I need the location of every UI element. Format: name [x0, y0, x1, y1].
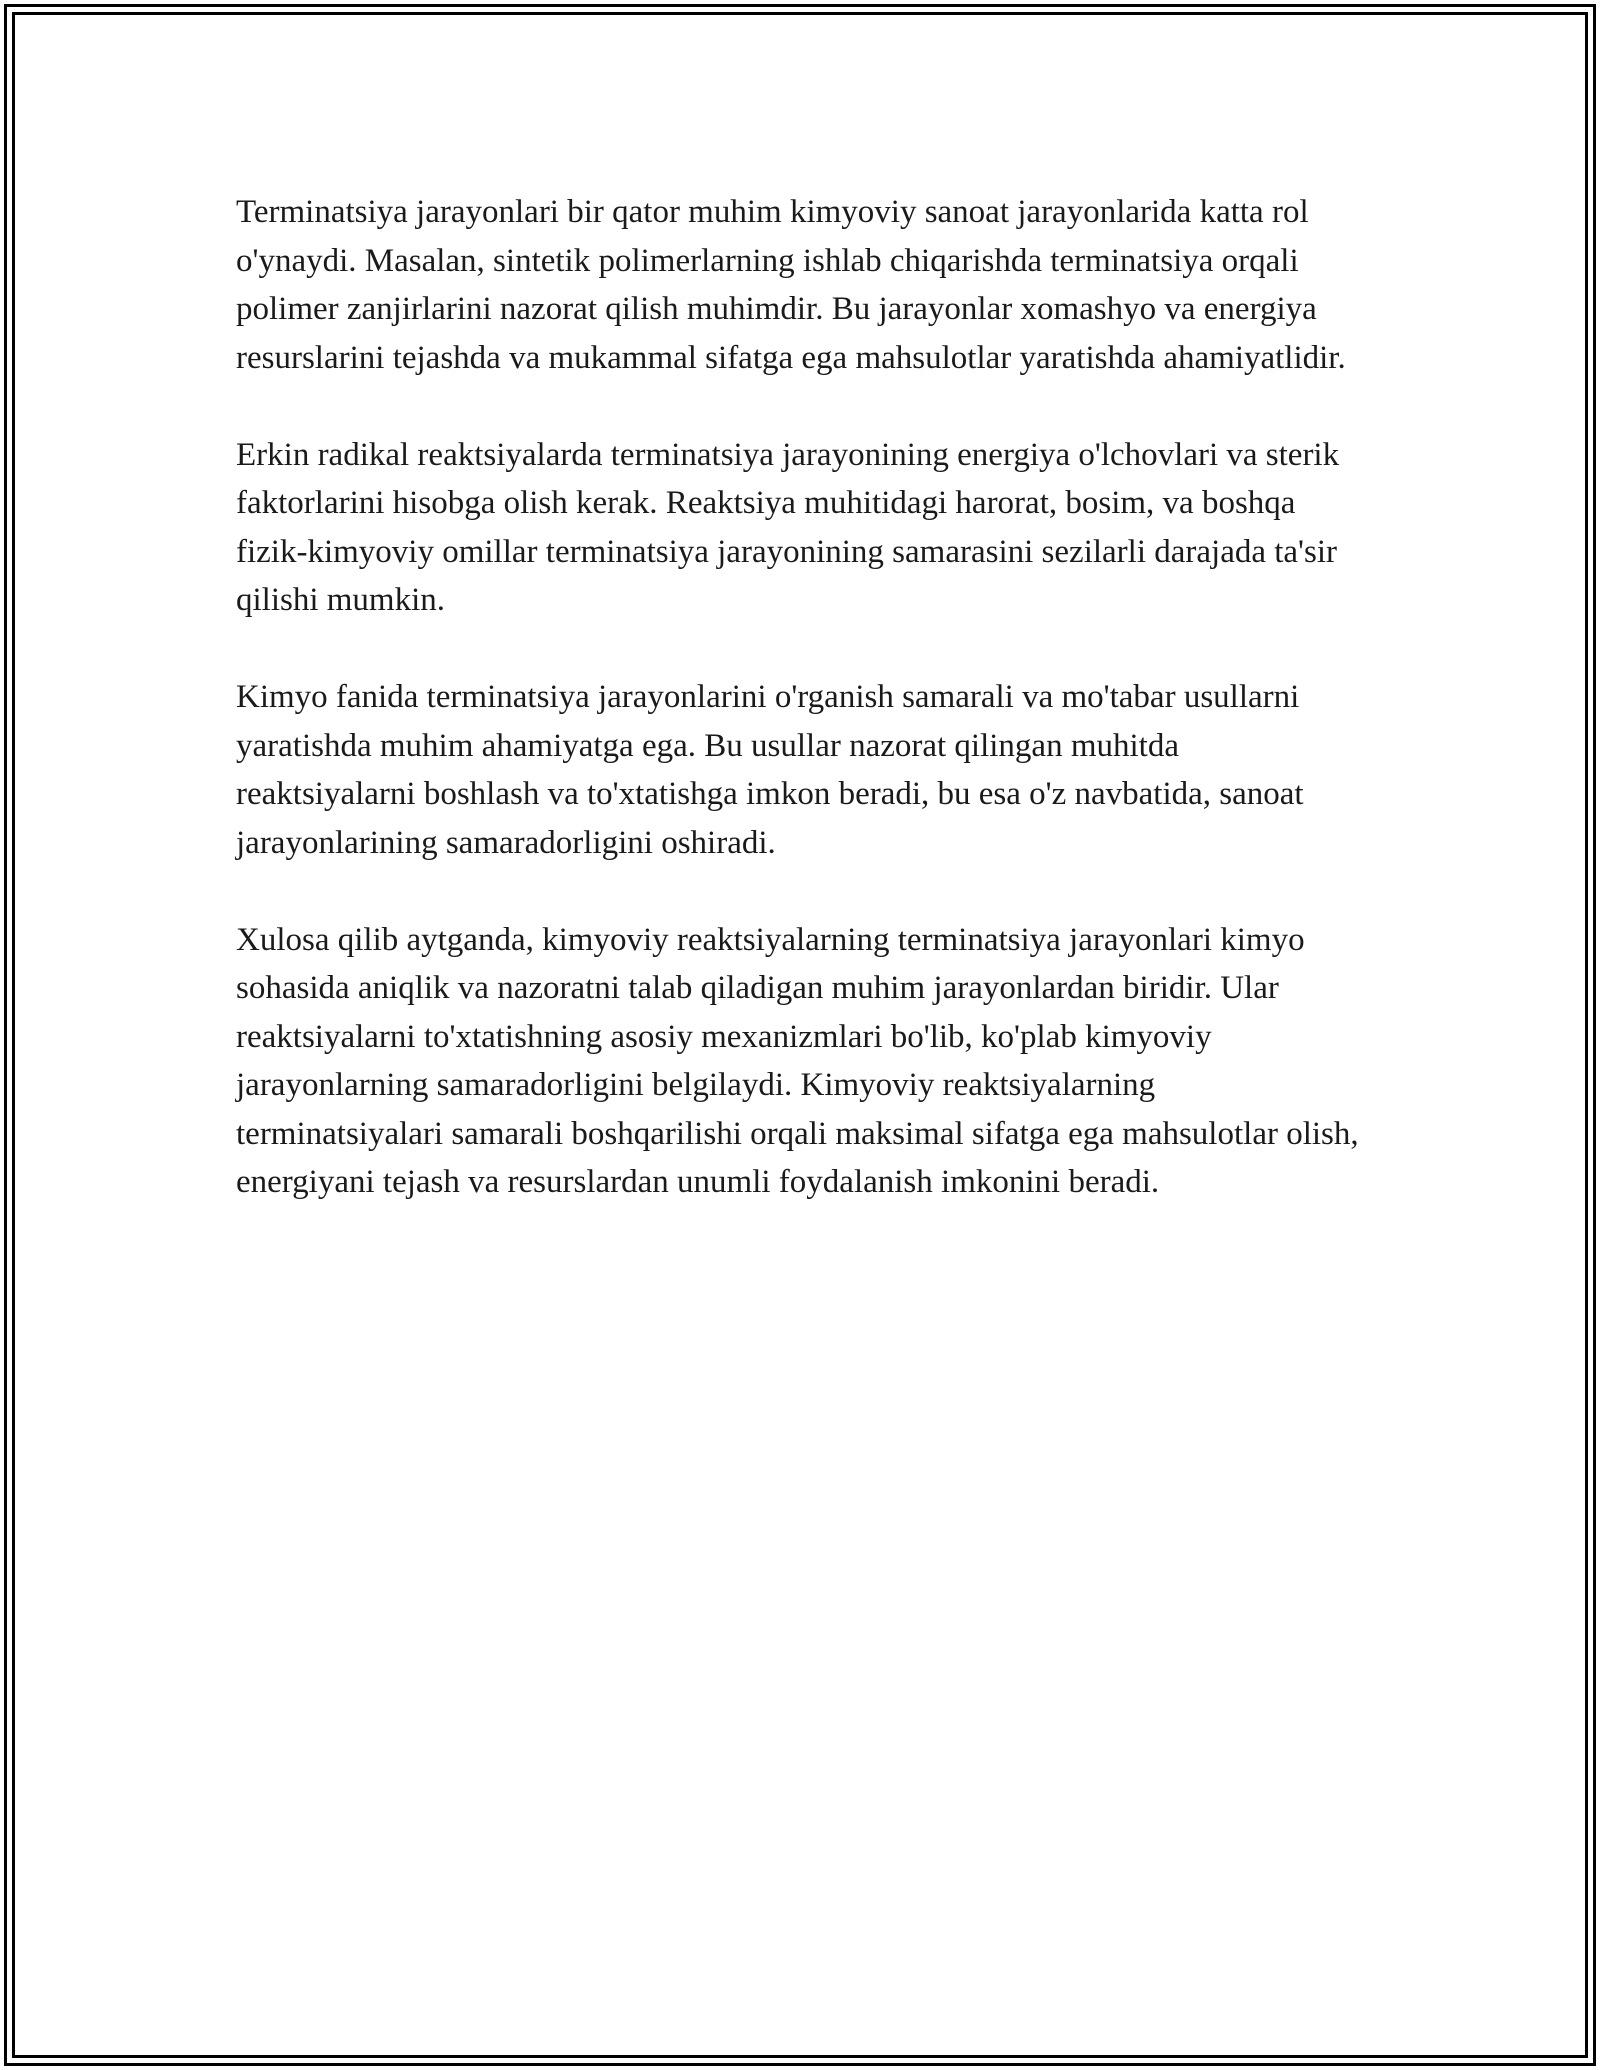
paragraph-1: Terminatsiya jarayonlari bir qator muhim kimyoviy sanoat jarayonlarida katta rol o'ynaydi. Masalan, sintetik polimerlarning ishlab chiqarishda terminatsiya orqali polimer zanjirlarini nazorat qilish muhimdir. Bu jarayonlar xomashyo va energiya resurslarini tejashda va mukammal sifatga ega mahsulotlar yaratishda ahamiyatlidir.: [236, 194, 1346, 376]
paragraph-2: Erkin radikal reaktsiyalarda terminatsiya jarayonining energiya o'lchovlari va sterik faktorlarini hisobga olish kerak. Reaktsiya muhitidagi harorat, bosim, va boshqa fizik-kimyoviy omillar terminatsiya jarayonining samarasini sezilarli darajada ta'sir qilishi mumkin.: [236, 436, 1340, 618]
paragraph-3: Kimyo fanida terminatsiya jarayonlarini o'rganish samarali va mo'tabar usullarni yaratishda muhim ahamiyatga ega. Bu usullar nazorat qilingan muhitda reaktsiyalarni boshlash va to'xtatishga imkon beradi, bu esa o'z navbatida, sanoat jarayonlarining samaradorligini oshiradi.: [236, 679, 1304, 861]
document-body: [236, 188, 1366, 1255]
paragraph-4: Xulosa qilib aytganda, kimyoviy reaktsiyalarning terminatsiya jarayonlari kimyo sohasida aniqlik va nazoratni talab qiladigan muhim jarayonlardan biridir. Ular reaktsiyalarni to'xtatishning asosiy mexanizmlari bo'lib, ko'plab kimyoviy jarayonlarning samaradorligini belgilaydi. Kimyoviy reaktsiyalarning terminatsiyalari samarali boshqarilishi orqali maksimal sifatga ega mahsulotlar olish, energiyani tejash va resurslardan unumli foydalanish imkonini beradi.: [236, 921, 1359, 1200]
